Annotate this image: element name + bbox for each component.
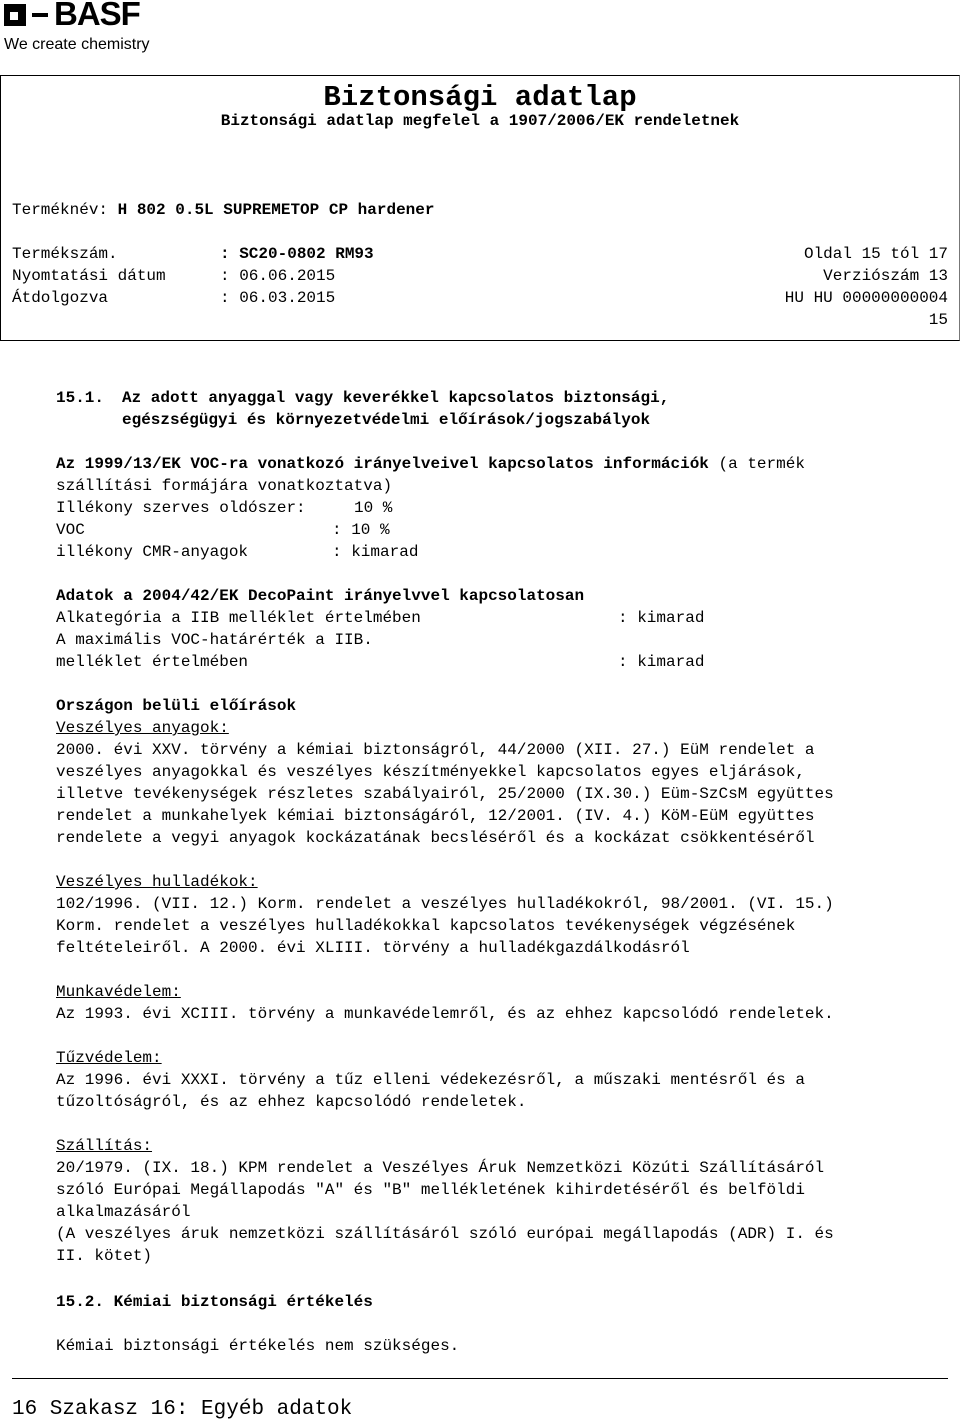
section-15-1-heading-cont: egészségügyi és környezetvédelmi előírások/jogszabályok (122, 411, 651, 429)
product-name-line (12, 199, 434, 221)
logo-dash-icon (32, 13, 48, 17)
voc-intro-cont: szállítási formájára vonatkoztatva) (56, 477, 393, 495)
block-line: feltételeiről. A 2000. évi XLIII. törvény a hulladékgazdálkodásról (56, 939, 690, 957)
block-line: 2000. évi XXV. törvény a kémiai biztonságról, 44/2000 (XII. 27.) EüM rendelet a (56, 741, 815, 759)
block-line: tűzoltóságról, és az ehhez kapcsolódó rendeletek. (56, 1093, 527, 1111)
block-line: II. kötet) (56, 1247, 153, 1265)
block-title: Veszélyes anyagok: (56, 719, 229, 737)
header-row-value: : 06.03.2015 (220, 289, 336, 307)
decopaint-row-label: A maximális VOC-határérték a IIB. (56, 631, 373, 649)
block-line: Korm. rendelet a veszélyes hulladékokkal kapcsolatos tevékenységek végzésének (56, 917, 796, 935)
block-line: veszélyes anyagokkal és veszélyes készítményekkel kapcsolatos egyes eljárások, (56, 763, 805, 781)
basf-logo (4, 2, 164, 54)
block-line: alkalmazásáról (56, 1203, 191, 1221)
block-title: Munkavédelem: (56, 983, 181, 1001)
section-15-1-heading: Az adott anyaggal vagy keverékkel kapcsolatos biztonsági, (122, 389, 670, 407)
header-row-value: : SC20-0802 RM93 (220, 245, 374, 263)
header-row-label: Nyomtatási dátum (12, 267, 166, 285)
section-15-1-number: 15.1. (56, 389, 105, 407)
header-row-right: HU HU 00000000004 (784, 289, 948, 307)
footer-divider (12, 1378, 948, 1379)
block-line: 20/1979. (IX. 18.) KPM rendelet a Veszélyes Áruk Nemzetközi Közúti Szállításáról (56, 1159, 825, 1177)
logo-tagline: We create chemistry (4, 36, 150, 53)
block-line: szóló Európai Megállapodás "A" és "B" mellékletének kihirdetéséről és belföldi (56, 1181, 805, 1199)
block-title: Szállítás: (56, 1137, 153, 1155)
voc-row-label: illékony CMR-anyagok (56, 543, 249, 561)
national-heading: Országon belüli előírások (56, 697, 297, 715)
block-line: rendelete a vegyi anyagok kockázatának becsléséről és a kockázat csökkentéséről (56, 829, 815, 847)
voc-intro-bold: Az 1999/13/EK VOC-ra vonatkozó irányelveivel kapcsolatos információk (56, 455, 709, 473)
header-row-right: Verziószám 13 (823, 267, 948, 285)
block-line: Az 1993. évi XCIII. törvény a munkavédelemről, és az ehhez kapcsolódó rendeletek. (56, 1005, 834, 1023)
document-title: Biztonsági adatlap (323, 81, 637, 114)
voc-row-value: : 10 % (332, 521, 390, 539)
decopaint-row-value: : kimarad (618, 653, 705, 671)
voc-row-value: : kimarad (332, 543, 419, 561)
section-15-2-text: Kémiai biztonsági értékelés nem szükséges. (56, 1337, 460, 1355)
decopaint-row-label: Alkategória a IIB melléklet értelmében (56, 609, 421, 627)
header-row-label: Átdolgozva (12, 289, 109, 307)
logo-mark-icon (10, 12, 18, 20)
section-15-2-heading: 15.2. Kémiai biztonsági értékelés (56, 1293, 373, 1311)
block-line: (A veszélyes áruk nemzetközi szállításáról szóló európai megállapodás (ADR) I. és (56, 1225, 834, 1243)
block-line: 102/1996. (VII. 12.) Korm. rendelet a veszélyes hulladékokról, 98/2001. (VI. 15.) (56, 895, 834, 913)
voc-row-label: VOC (56, 521, 85, 539)
logo-square-icon (4, 4, 26, 26)
logo-wordmark: BASF (54, 0, 140, 32)
product-name: H 802 0.5L SUPREMETOP CP hardener (117, 201, 435, 219)
voc-row-value: 10 % (354, 499, 393, 517)
voc-intro (56, 453, 805, 475)
document-subtitle: Biztonsági adatlap megfelel a 1907/2006/EK rendeletnek (220, 112, 740, 130)
block-title: Veszélyes hulladékok: (56, 873, 258, 891)
header-right-extra: 15 (928, 311, 948, 329)
header-row-value: : 06.06.2015 (220, 267, 336, 285)
header-row-right: Oldal 15 tól 17 (803, 245, 948, 263)
decopaint-row-label: melléklet értelmében (56, 653, 249, 671)
block-line: Az 1996. évi XXXI. törvény a tűz elleni védekezésről, a műszaki mentésről és a (56, 1071, 805, 1089)
header-row-label: Termékszám. (12, 245, 118, 263)
voc-row-label: Illékony szerves oldószer: (56, 499, 306, 517)
decopaint-heading: Adatok a 2004/42/EK DecoPaint irányelvvel kapcsolatosan (56, 587, 585, 605)
decopaint-row-value: : kimarad (618, 609, 705, 627)
block-line: rendelet a munkahelyek kémiai biztonságáról, 12/2001. (IV. 4.) KöM-EüM együttes (56, 807, 815, 825)
block-line: illetve tevékenységek részletes szabályairól, 25/2000 (IX.30.) Eüm-SzCsM együttes (56, 785, 834, 803)
next-section-heading: 16 Szakasz 16: Egyéb adatok (12, 1398, 353, 1421)
block-title: Tűzvédelem: (56, 1049, 162, 1067)
product-label: Terméknév: (12, 201, 109, 219)
voc-intro-tail: (a termék (708, 455, 805, 473)
